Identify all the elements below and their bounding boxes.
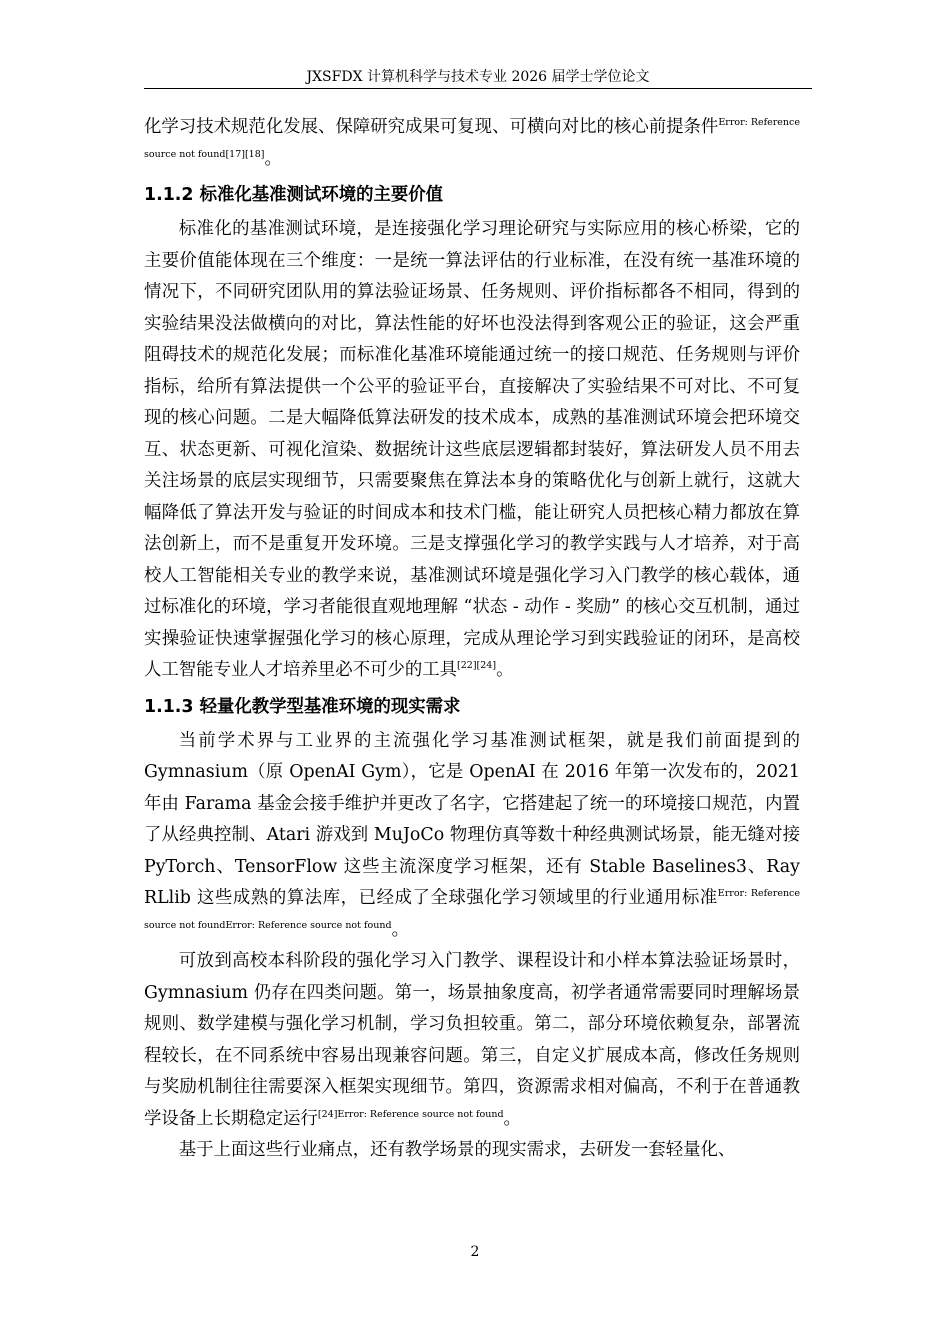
section-1-1-3-paragraph-3: 基于上面这些行业痛点，还有教学场景的现实需求，去研发一套轻量化、 (178, 1140, 736, 1160)
paragraph-tail: 。 (391, 919, 409, 940)
running-header: JXSFDX 计算机科学与技术专业 2026 届学士学位论文 (144, 68, 812, 89)
section-heading-1-1-3: 1.1.3 轻量化教学型基准环境的现实需求 (144, 696, 461, 717)
paragraph-text: 可放到高校本科阶段的强化学习入门教学、课程设计和小样本算法验证场景时，Gymnasium 仍存在四类问题。第一，场景抽象度高，初学者通常需要同时理解场景规则、数学建模与强化学习机制，学习负担较重。第二，部分环境依赖复杂，部署流程较长，在不同系统中容易出现兼容问题。第三，自定义扩展成本高，修改任务规则与奖励机制往往需要深入框架实现细节。第四，资源需求相对偏高，不利于在普通教学设备上长期稳定运行 (144, 951, 800, 1129)
paragraph-text: 标准化的基准测试环境，是连接强化学习理论研究与实际应用的核心桥梁，它的主要价值能体现在三个维度：一是统一算法评估的行业标准，在没有统一基准环境的情况下，不同研究团队用的算法验证场景、任务规则、评价指标都各不相同，得到的实验结果没法做横向的对比，算法性能的好坏也没法得到客观公正的验证，这会严重阻碍技术的规范化发展；而标准化基准环境能通过统一的接口规范、任务规则与评价指标，给所有算法提供一个公平的验证平台，直接解决了实验结果不可对比、不可复现的核心问题。二是大幅降低算法研发的技术成本，成熟的基准测试环境会把环境交互、状态更新、可视化渲染、数据统计这些底层逻辑都封装好，算法研发人员不用去关注场景的底层实现细节，只需要聚焦在算法本身的策略优化与创新上就行，这就大幅降低了算法开发与验证的时间成本和技术门槛，能让研究人员把核心精力都放在算法创新上，而不是重复开发环境。三是支撑强化学习的教学实践与人才培养，对于高校人工智能相关专业的教学来说，基准测试环境是强化学习入门教学的核心载体，通过标准化的环境，学习者能很直观地理解 “状态 - 动作 - 奖励” 的核心交互机制，通过实操验证快速掌握强化学习的核心原理，完成从理论学习到实践验证的闭环，是高校人工智能专业人才培养里必不可少的工具 (144, 219, 800, 680)
citation: [24]Error: Reference source not found (317, 1108, 504, 1120)
section-1-1-3-paragraph-2 (144, 946, 800, 1135)
section-1-1-3-paragraph-1 (144, 726, 800, 947)
intro-tail: 。 (264, 148, 282, 169)
paragraph-tail: 。 (496, 660, 514, 680)
section-heading-1-1-2: 1.1.2 标准化基准测试环境的主要价值 (144, 185, 444, 205)
citation: [22][24] (457, 660, 497, 672)
intro-paragraph (144, 112, 800, 175)
intro-text: 化学习技术规范化发展、保障研究成果可复现、可横向对比的核心前提条件 (144, 117, 719, 137)
page-body (144, 112, 800, 1167)
paragraph-text: 当前学术界与工业界的主流强化学习基准测试框架，就是我们前面提到的 Gymnasium（原 OpenAI Gym），它是 OpenAI 在 2016 年第一次发布的，2021 年由 Farama 基金会接手维护并更改了名字，它搭建起了统一的环境接口规范，内置了从经典控制、Atari 游戏到 MuJoCo 物理仿真等数十种经典测试场景，能无缝对接 PyTorch、TensorFlow 这些主流深度学习框架，还有 Stable Baselines3、Ray RLlib 这些成熟的算法库，已经成了全球强化学习领域里的行业通用标准 (144, 730, 800, 908)
citation: Error: Reference source not found[17][18] (144, 117, 800, 160)
citation: Error: Reference source not foundError: Reference source not found (144, 888, 801, 931)
page-number: 2 (470, 1244, 480, 1260)
paragraph-tail: 。 (503, 1108, 521, 1129)
section-1-1-2-paragraph (144, 214, 800, 687)
